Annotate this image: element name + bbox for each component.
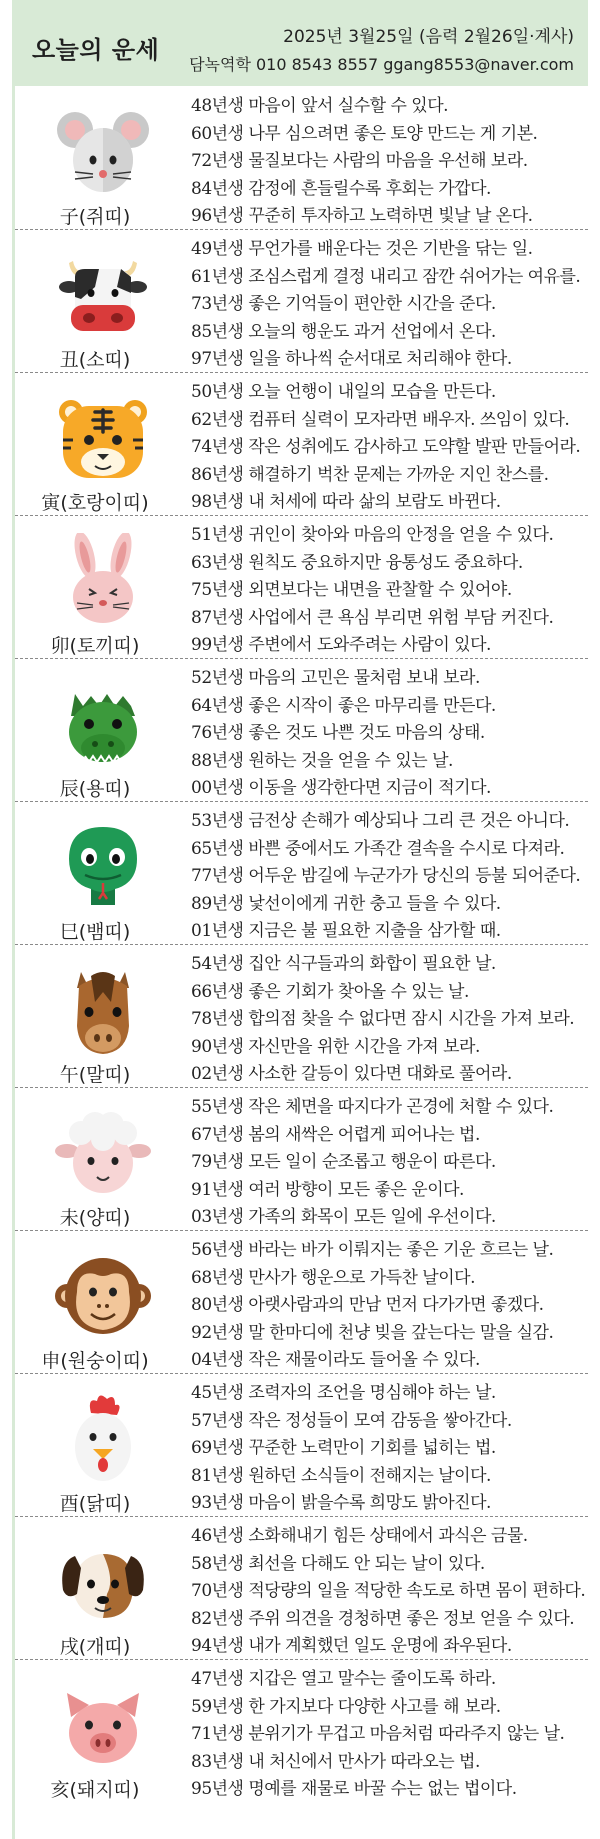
section-rabbit — [15, 515, 588, 659]
zodiac-label: 午(말띠) — [59, 1064, 131, 1086]
fortune-line: 66년생 좋은 기회가 찾아올 수 있는 날. — [191, 981, 469, 1002]
zodiac-label: 子(쥐띠) — [59, 206, 131, 228]
fortune-line: 68년생 만사가 행운으로 가득찬 날이다. — [191, 1267, 475, 1288]
fortune-lines — [191, 1380, 588, 1518]
fortune-line: 84년생 감정에 흔들릴수록 후회는 가깝다. — [191, 178, 491, 199]
fortune-line: 65년생 바쁜 중에서도 가족간 결속을 수시로 다져라. — [191, 838, 565, 859]
fortune-line: 87년생 사업에서 큰 욕심 부리면 위험 부담 커진다. — [191, 607, 554, 628]
fortune-line: 46년생 소화해내기 힘든 상태에서 과식은 금물. — [191, 1526, 528, 1546]
snake-icon — [55, 819, 151, 915]
fortune-line: 02년생 사소한 갈등이 있다면 대화로 풀어라. — [191, 1064, 512, 1084]
fortune-line: 94년생 내가 계획했던 일도 운명에 좌우된다. — [191, 1636, 512, 1656]
tiger-icon — [55, 390, 151, 486]
fortune-line: 56년생 바라는 바가 이뤄지는 좋은 기운 흐르는 날. — [191, 1240, 554, 1260]
fortune-line: 72년생 물질보다는 사람의 마음을 우선해 보라. — [191, 151, 528, 171]
fortune-lines — [191, 1094, 588, 1232]
fortune-lines — [191, 1666, 588, 1804]
fortune-line: 70년생 적당량의 일을 적당한 속도로 하면 몸이 편하다. — [191, 1581, 586, 1601]
fortune-line: 86년생 해결하기 벅찬 문제는 가까운 지인 찬스를. — [191, 464, 549, 485]
fortune-line: 45년생 조력자의 조언을 명심해야 하는 날. — [191, 1383, 496, 1403]
fortune-line: 79년생 모든 일이 순조롭고 행운이 따른다. — [191, 1152, 496, 1172]
fortune-line: 51년생 귀인이 찾아와 마음의 안정을 얻을 수 있다. — [191, 525, 554, 545]
section-ox — [15, 229, 588, 373]
fortune-line: 48년생 마음이 앞서 실수할 수 있다. — [191, 96, 449, 116]
fortune-line: 92년생 말 한마디에 천냥 빚을 갚는다는 말을 실감. — [191, 1322, 554, 1343]
section-rat — [15, 86, 588, 230]
fortune-line: 93년생 마음이 밝을수록 희망도 밝아진다. — [191, 1493, 491, 1513]
horse-icon — [55, 962, 151, 1058]
fortune-line: 89년생 낯선이에게 귀한 충고 들을 수 있다. — [191, 893, 501, 914]
fortune-lines — [191, 93, 588, 231]
date-line: 2025년 3월25일 (음력 2월26일·계사) — [283, 27, 574, 47]
fortune-line: 73년생 좋은 기억들이 편안한 시간을 준다. — [191, 294, 496, 314]
fortune-line: 97년생 일을 하나씩 순서대로 처리해야 한다. — [191, 349, 512, 369]
fortune-line: 74년생 작은 성취에도 감사하고 도약할 발판 만들어라. — [191, 437, 581, 457]
sheep-icon — [55, 1105, 151, 1201]
fortune-line: 88년생 원하는 것을 얻을 수 있는 날. — [191, 750, 453, 771]
section-monkey — [15, 1230, 588, 1374]
section-pig — [15, 1659, 588, 1802]
zodiac-label: 未(양띠) — [59, 1207, 131, 1229]
fortune-line: 91년생 여러 방향이 모든 좋은 운이다. — [191, 1179, 464, 1200]
fortune-line: 99년생 주변에서 도와주려는 사람이 있다. — [191, 635, 491, 655]
fortune-line: 67년생 봄의 새싹은 어렵게 피어나는 법. — [191, 1124, 480, 1145]
zodiac-label: 辰(용띠) — [59, 778, 131, 800]
monkey-icon — [55, 1248, 151, 1344]
fortune-line: 55년생 작은 체면을 따지다가 곤경에 처할 수 있다. — [191, 1097, 554, 1117]
section-horse — [15, 944, 588, 1088]
fortune-line: 75년생 외면보다는 내면을 관찰할 수 있어야. — [191, 580, 512, 600]
fortune-line: 52년생 마음의 고민은 물처럼 보내 보라. — [191, 668, 480, 688]
fortune-line: 98년생 내 처세에 따라 삶의 보람도 바뀐다. — [191, 492, 501, 512]
fortune-line: 83년생 내 처신에서 만사가 따라오는 법. — [191, 1751, 480, 1772]
fortune-lines — [191, 1523, 588, 1661]
fortune-line: 81년생 원하던 소식들이 전해지는 날이다. — [191, 1465, 491, 1486]
fortune-line: 54년생 집안 식구들과의 화합이 필요한 날. — [191, 954, 496, 974]
fortune-lines — [191, 951, 588, 1089]
fortune-line: 69년생 꾸준한 노력만이 기회를 넓히는 법. — [191, 1438, 496, 1458]
fortune-line: 50년생 오늘 언행이 내일의 모습을 만든다. — [191, 382, 496, 402]
dragon-icon — [55, 676, 151, 772]
pig-icon — [55, 1677, 151, 1773]
zodiac-label: 戌(개띠) — [59, 1636, 131, 1658]
zodiac-label: 酉(닭띠) — [59, 1493, 131, 1515]
fortune-lines — [191, 665, 588, 803]
fortune-line: 71년생 분위기가 무겁고 마음처럼 따라주지 않는 날. — [191, 1724, 565, 1744]
fortune-line: 64년생 좋은 시작이 좋은 마무리를 만든다. — [191, 695, 496, 716]
fortune-line: 82년생 주위 의견을 경청하면 좋은 정보 얻을 수 있다. — [191, 1608, 575, 1629]
zodiac-label: 申(원숭이띠) — [41, 1350, 149, 1372]
zodiac-label: 寅(호랑이띠) — [41, 492, 149, 514]
fortune-line: 77년생 어두운 밤길에 누군가가 당신의 등불 되어준다. — [191, 866, 581, 886]
fortune-lines — [191, 522, 588, 660]
section-snake — [15, 801, 588, 945]
fortune-line: 00년생 이동을 생각한다면 지금이 적기다. — [191, 778, 491, 798]
section-dog — [15, 1516, 588, 1660]
rabbit-icon — [55, 533, 151, 629]
ox-icon — [55, 247, 151, 343]
section-rooster — [15, 1373, 588, 1517]
zodiac-label: 丑(소띠) — [59, 349, 131, 371]
fortune-line: 76년생 좋은 것도 나쁜 것도 마음의 상태. — [191, 723, 485, 743]
header — [12, 0, 588, 86]
fortune-line: 95년생 명예를 재물로 바꿀 수는 없는 법이다. — [191, 1779, 517, 1799]
fortune-lines — [191, 379, 588, 517]
fortune-line: 85년생 오늘의 행운도 과거 선업에서 온다. — [191, 321, 496, 342]
contact-line: 담녹역학 010 8543 8557 ggang8553@naver.com — [189, 55, 574, 74]
zodiac-label: 卯(토끼띠) — [50, 635, 140, 657]
fortune-lines — [191, 236, 588, 374]
fortune-line: 03년생 가족의 화목이 모든 일에 우선이다. — [191, 1207, 496, 1227]
fortune-line: 61년생 조심스럽게 결정 내리고 잠깐 쉬어가는 여유를. — [191, 266, 581, 287]
fortune-line: 04년생 작은 재물이라도 들어올 수 있다. — [191, 1350, 480, 1370]
fortune-line: 49년생 무언가를 배운다는 것은 기반을 닦는 일. — [191, 239, 533, 259]
fortune-line: 57년생 작은 정성들이 모여 감동을 쌓아간다. — [191, 1410, 512, 1431]
section-dragon — [15, 658, 588, 802]
zodiac-label: 巳(뱀띠) — [59, 921, 131, 943]
fortune-line: 47년생 지갑은 열고 말수는 줄이도록 하라. — [191, 1669, 496, 1689]
page-title: 오늘의 운세 — [32, 36, 160, 64]
fortune-line: 63년생 원칙도 중요하지만 융통성도 중요하다. — [191, 552, 523, 573]
rooster-icon — [55, 1391, 151, 1487]
rat-icon — [55, 104, 151, 200]
section-sheep — [15, 1087, 588, 1231]
fortune-lines — [191, 808, 588, 946]
fortune-line: 59년생 한 가지보다 다양한 사고를 해 보라. — [191, 1696, 501, 1717]
section-tiger — [15, 372, 588, 516]
fortune-line: 58년생 최선을 다해도 안 되는 날이 있다. — [191, 1553, 485, 1574]
fortune-line: 96년생 꾸준히 투자하고 노력하면 빛날 날 온다. — [191, 206, 533, 226]
fortune-lines — [191, 1237, 588, 1375]
zodiac-label: 亥(돼지띠) — [50, 1779, 140, 1801]
fortune-line: 80년생 아랫사람과의 만남 먼저 다가가면 좋겠다. — [191, 1295, 544, 1315]
fortune-line: 01년생 지금은 불 필요한 지출을 삼가할 때. — [191, 921, 501, 941]
dog-icon — [55, 1534, 151, 1630]
fortune-line: 90년생 자신만을 위한 시간을 가져 보라. — [191, 1036, 480, 1057]
fortune-line: 78년생 합의점 찾을 수 없다면 잠시 시간을 가져 보라. — [191, 1009, 575, 1029]
fortune-line: 60년생 나무 심으려면 좋은 토양 만드는 게 기본. — [191, 123, 538, 144]
fortune-line: 62년생 컴퓨터 실력이 모자라면 배우자. 쓰임이 있다. — [191, 409, 570, 430]
fortune-line: 53년생 금전상 손해가 예상되나 그리 큰 것은 아니다. — [191, 811, 570, 831]
